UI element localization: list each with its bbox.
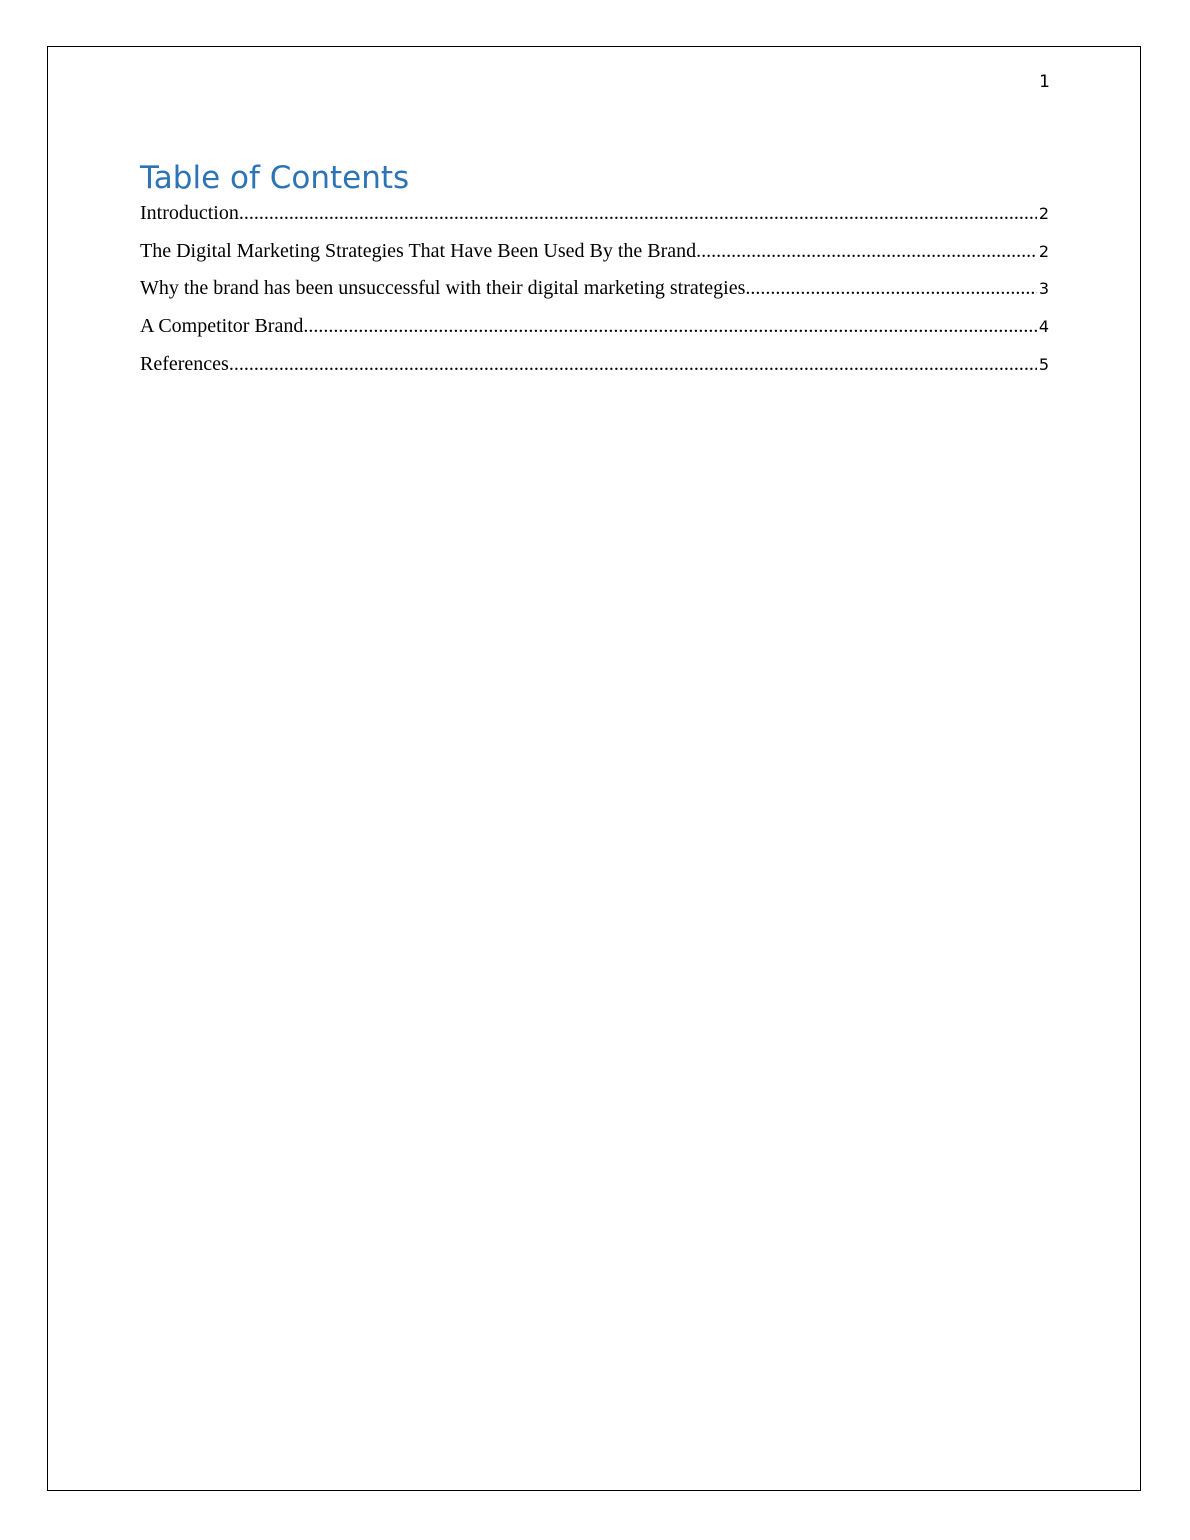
toc-entry-introduction[interactable] [140, 202, 1049, 240]
toc-entry-page: 4 [1038, 317, 1049, 337]
toc-dot-leader [745, 277, 1036, 300]
toc-entry-competitor-brand[interactable] [140, 315, 1049, 353]
toc-entry-label: Introduction [140, 202, 239, 224]
toc-entry-why-unsuccessful[interactable] [140, 277, 1049, 315]
page-number: 1 [1039, 72, 1050, 92]
toc-list [140, 202, 1049, 390]
toc-dot-leader [229, 353, 1037, 376]
toc-entry-label: Why the brand has been unsuccessful with their digital marketing strategies [140, 277, 746, 300]
toc-entry-label: The Digital Marketing Strategies That Have Been Used By the Brand [140, 239, 697, 262]
toc-entry-label: A Competitor Brand [140, 315, 304, 338]
toc-title: Table of Contents [140, 160, 410, 196]
toc-entry-page: 2 [1038, 204, 1049, 223]
toc-entry-label: References [140, 352, 229, 375]
toc-dot-leader [239, 202, 1037, 225]
toc-entry-references[interactable] [140, 353, 1049, 391]
toc-dot-leader [303, 315, 1036, 338]
toc-entry-digital-marketing-strategies[interactable] [140, 240, 1049, 278]
toc-entry-page: 2 [1038, 241, 1049, 261]
toc-entry-page: 5 [1038, 354, 1049, 374]
toc-dot-leader [696, 240, 1037, 263]
toc-entry-page: 3 [1038, 279, 1049, 299]
